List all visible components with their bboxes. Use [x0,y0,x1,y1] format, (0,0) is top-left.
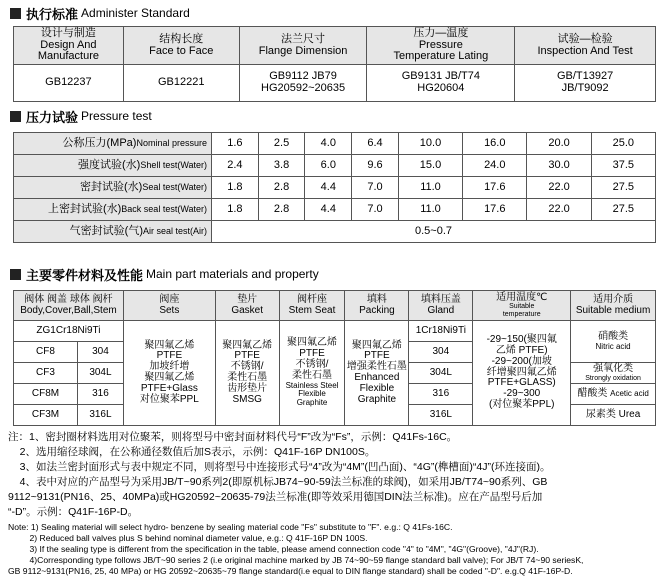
section-title-cn: 执行标准 [26,6,79,22]
pressure-row [14,155,656,177]
value-face-to-face: GB12221 [123,65,239,102]
body-row: ZG1Cr18Ni9Ti [14,321,124,342]
stem-seat-cell: 聚四氟乙烯 PTFE 不锈钢/ 柔性石墨 Stainless Steel Flexible Graphite [279,321,345,426]
pressure-row-label: 密封试验(水)Seal test(Water) [14,177,212,199]
body-row-grade: 304 [77,342,123,363]
pressure-row [14,177,656,199]
pressure-row-label: 强度试验(水)Shell test(Water) [14,155,212,177]
header-medium: 适用介质 Suitable medium [571,291,656,321]
pressure-value: 3.8 [258,155,305,177]
pressure-value: 24.0 [463,155,527,177]
pressure-row [14,199,656,221]
square-bullet-icon [10,8,21,19]
value-flange: GB9112 JB79 HG20592~20635 [239,65,367,102]
section-title-en: Pressure test [81,109,152,123]
section-title-en: Main part materials and property [146,267,319,281]
header-packing: 填料 Packing [345,291,409,321]
header-design: 设计与制造 Design And Manufacture [14,27,124,65]
note-line: 4、表中对应的产品型号为采用JB/T~90系列2(即原机标JB74~90-59法兰标准的球阀)，如采用JB/T74~90系列、GB [8,476,548,488]
pressure-value: 1.8 [212,177,259,199]
body-row-code: CF3M [14,405,78,426]
section-pressure-title [10,107,152,125]
pressure-value: 2.4 [212,155,259,177]
header-stem-seat: 阀杆座 Stem Seat [279,291,345,321]
body-row-grade: 316 [77,384,123,405]
pressure-value: 15.0 [398,155,462,177]
pressure-value: 11.0 [398,199,462,221]
medium-acetic: 醋酸类 Acetic acid [571,384,656,405]
note-line: 注：1、密封圈材料选用对位聚苯，则将型号中密封面材料代号“F”改为“Fs”，示例：Q41Fs-16C。 [8,431,458,443]
pressure-row-label: 上密封试验(水)Back seal test(Water) [14,199,212,221]
header-flange: 法兰尺寸 Flange Dimension [239,27,367,65]
medium-oxidation: 强氧化类 Strongly oxidation [571,363,656,384]
pressure-value: 7.0 [352,199,399,221]
pressure-value: 37.5 [591,155,655,177]
pressure-row [14,133,656,155]
square-bullet-icon [10,111,21,122]
note-line: Note: 1) Sealing material will select hydro- benzene by sealing material code "Fs" substitute to "F". e.g.: Q 41Fs-16C. [8,522,453,532]
header-pressure-temp: 压力—温度 Pressure Temperature Lating [367,27,515,65]
gasket-cell: 聚四氟乙烯 PTFE 不锈钢/ 柔性石墨 齿形垫片 SMSG [215,321,279,426]
pressure-value: 17.6 [463,199,527,221]
note-line: 2) Reduced ball valves plus S behind nominal diameter value, e.g.: Q 41F-16P DN 100S. [8,533,368,543]
pressure-table [13,132,656,243]
pressure-value: 25.0 [591,133,655,155]
body-row-code: CF3 [14,363,78,384]
value-inspection: GB/T13927 JB/T9092 [515,65,656,102]
value-design: GB12237 [14,65,124,102]
materials-table [13,290,656,426]
pressure-value: 16.0 [463,133,527,155]
medium-urea: 尿素类 Urea [571,405,656,426]
pressure-value: 6.0 [305,155,352,177]
sets-cell: 聚四氟乙烯 PTFE 加坡纤增 聚四氟乙烯 PTFE+Glass 对位聚苯PPL [123,321,215,426]
gland-row: 316 [409,384,473,405]
header-face-to-face: 结构长度 Face to Face [123,27,239,65]
pressure-row-label: 气密封试验(气)Air seal test(Air) [14,221,212,243]
section-title-cn: 主要零件材料及性能 [26,267,144,283]
pressure-row-label: 公称压力(MPa)Nominal pressure [14,133,212,155]
pressure-value: 22.0 [527,199,591,221]
pressure-row [14,221,656,243]
header-gland: 填料压盖 Gland [409,291,473,321]
gland-row: 304 [409,342,473,363]
pressure-value: 1.6 [212,133,259,155]
header-inspection: 试验—检验 Inspection And Test [515,27,656,65]
note-line: 3、如法兰密封面形式与表中规定不同，则将型号中连接形式号“4”改为“4M”(凹凸面)、“4G”(榫槽面)“4J”(环连接面)。 [8,461,551,473]
pressure-value: 6.4 [352,133,399,155]
gland-row: 316L [409,405,473,426]
section-materials-title [10,265,319,283]
square-bullet-icon [10,269,21,280]
header-sets: 阀座 Sets [123,291,215,321]
pressure-value: 22.0 [527,177,591,199]
pressure-value: 4.4 [305,177,352,199]
body-row-grade: 304L [77,363,123,384]
body-row-code: CF8 [14,342,78,363]
standard-table [13,26,656,102]
pressure-value: 30.0 [527,155,591,177]
pressure-value: 7.0 [352,177,399,199]
note-line: 3) If the sealing type is different from the specification in the table, please amend connection code "4" to "4M", "4G"(Groove), "4J"(RJ). [8,544,539,554]
gland-row: 1Cr18Ni9Ti [409,321,473,342]
pressure-value: 2.5 [258,133,305,155]
packing-cell: 聚四氟乙烯 PTFE 增强柔性石墨 Enhanced Flexible Graphite [345,321,409,426]
temperature-cell: -29~150(聚四氟 乙烯 PTFE) -29~200(加坡 纤增聚四氟乙烯 PTFE+GLASS) -29~300 (对位聚苯PPL) [473,321,571,426]
note-line: “-D”。示例：Q41F-16P-D。 [8,506,139,518]
note-line: 9112~9131(PN16、25、40MPa)或HG20592~20635-79法兰标准(即等效采用德国DIN法兰标准)。应在产品型号后加 [8,491,543,503]
header-temperature: 适用温度℃ Suitable temperature [473,291,571,321]
header-gasket: 垫片 Gasket [215,291,279,321]
body-row-code: CF8M [14,384,78,405]
section-title-cn: 压力试验 [26,109,79,125]
body-row-grade: 316L [77,405,123,426]
pressure-value: 27.5 [591,177,655,199]
note-line: GB 9112~9131(PN16, 25, 40 MPa) or HG 20592~20635~79 flange standard(i.e equal to DIN flange standard) shall be coded "-D". e.g.Q 41F-16P-D. [8,566,573,576]
pressure-value: 4.0 [305,133,352,155]
medium-nitric: 硝酸类 Nitric acid [571,321,656,363]
notes-en [8,522,664,577]
gland-row: 304L [409,363,473,384]
pressure-value: 4.4 [305,199,352,221]
note-line: 4)Corresponding type follows JB/T~90 series 2 (i.e original machine marked by JB 74~90~59 flange standard ball valve); For JB/T 74~90 seriesK, [8,555,584,565]
pressure-value: 20.0 [527,133,591,155]
note-line: 2、选用缩径球阀，在公称通径数值后加S表示，示例：Q41F-16P DN100S。 [8,446,376,458]
pressure-value: 10.0 [398,133,462,155]
pressure-value: 2.8 [258,177,305,199]
section-title-en: Administer Standard [81,6,190,20]
pressure-value: 2.8 [258,199,305,221]
pressure-value: 1.8 [212,199,259,221]
pressure-merged-value: 0.5~0.7 [212,221,656,243]
pressure-value: 27.5 [591,199,655,221]
section-standard-title [10,4,190,22]
pressure-value: 9.6 [352,155,399,177]
pressure-value: 11.0 [398,177,462,199]
notes-cn [8,430,664,520]
header-body: 阀体 阀盖 球体 阀杆 Body,Cover,Ball,Stem [14,291,124,321]
value-pressure-temp: GB9131 JB/T74 HG20604 [367,65,515,102]
pressure-value: 17.6 [463,177,527,199]
